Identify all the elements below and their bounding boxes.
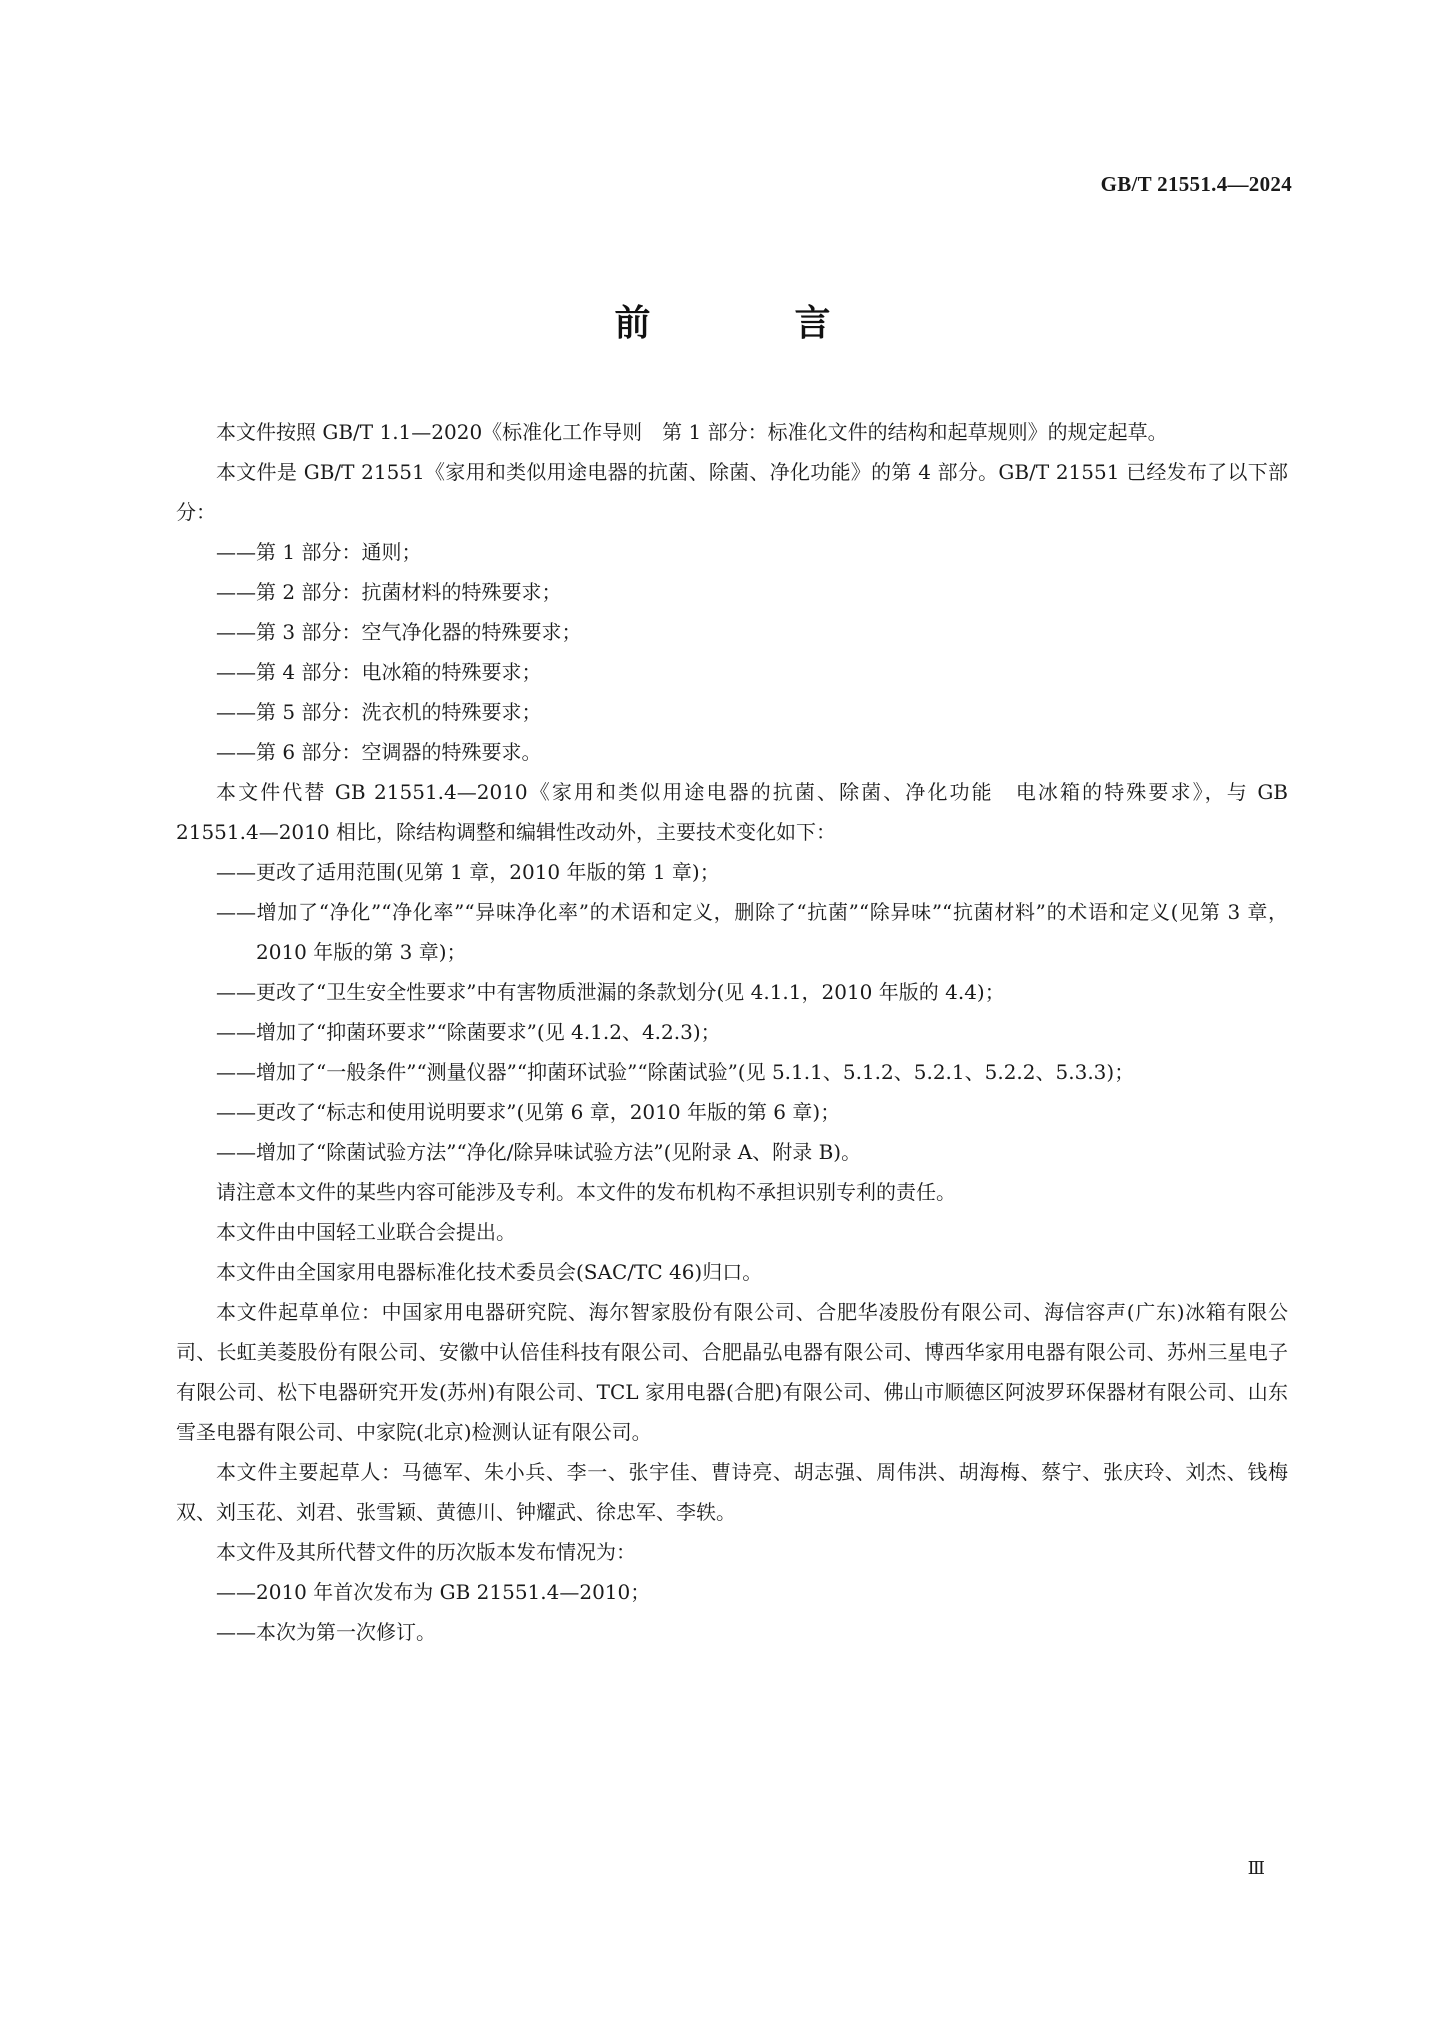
list-item: ——更改了“卫生安全性要求”中有害物质泄漏的条款划分(见 4.1.1，2010 年版的 4.4)； <box>216 980 1005 1004</box>
list-item: ——第 3 部分：空气净化器的特殊要求； <box>216 620 582 644</box>
page-number: Ⅲ <box>1247 1858 1265 1878</box>
paragraph: 本文件主要起草人：马德军、朱小兵、李一、张宇佳、曹诗亮、胡志强、周伟洪、胡海梅、蔡宁、张庆玲、刘杰、钱梅双、刘玉花、刘君、张雪颖、黄德川、钟耀武、徐忠军、李轶。 <box>176 1460 1288 1524</box>
list-item: ——第 1 部分：通则； <box>216 540 422 564</box>
list-item: ——2010 年首次发布为 GB 21551.4—2010； <box>216 1580 651 1604</box>
list-item: ——第 5 部分：洗衣机的特殊要求； <box>216 700 542 724</box>
list-item: ——更改了适用范围(见第 1 章，2010 年版的第 1 章)； <box>216 860 720 884</box>
list-item: ——增加了“一般条件”“测量仪器”“抑菌环试验”“除菌试验”(见 5.1.1、5.1.2、5.2.1、5.2.2、5.3.3)； <box>216 1060 1135 1084</box>
foreword-body <box>176 412 1288 1652</box>
paragraph: 本文件由中国轻工业联合会提出。 <box>216 1220 516 1244</box>
list-item: ——增加了“除菌试验方法”“净化/除异味试验方法”(见附录 A、附录 B)。 <box>216 1140 862 1164</box>
paragraph: 本文件是 GB/T 21551《家用和类似用途电器的抗菌、除菌、净化功能》的第 4 部分。GB/T 21551 已经发布了以下部分： <box>176 460 1288 524</box>
list-item: ——增加了“抑菌环要求”“除菌要求”(见 4.1.2、4.2.3)； <box>216 1020 721 1044</box>
list-item: ——增加了“净化”“净化率”“异味净化率”的术语和定义，删除了“抗菌”“除异味”“抗菌材料”的术语和定义(见第 3 章，2010 年版的第 3 章)； <box>216 900 1288 964</box>
paragraph: 本文件按照 GB/T 1.1—2020《标准化工作导则 第 1 部分：标准化文件的结构和起草规则》的规定起草。 <box>216 420 1168 444</box>
paragraph: 本文件代替 GB 21551.4—2010《家用和类似用途电器的抗菌、除菌、净化功能 电冰箱的特殊要求》，与 GB 21551.4—2010 相比，除结构调整和编辑性改动外，主要技术变化如下： <box>176 780 1288 844</box>
list-item: ——更改了“标志和使用说明要求”(见第 6 章，2010 年版的第 6 章)； <box>216 1100 841 1124</box>
paragraph: 本文件起草单位：中国家用电器研究院、海尔智家股份有限公司、合肥华凌股份有限公司、海信容声(广东)冰箱有限公司、长虹美菱股份有限公司、安徽中认倍佳科技有限公司、合肥晶弘电器有限公司、博西华家用电器有限公司、苏州三星电子有限公司、松下电器研究开发(苏州)有限公司、TCL 家用电器(合肥)有限公司、佛山市顺德区阿波罗环保器材有限公司、山东雪圣电器有限公司、中家院(北京)检测认证有限公司。 <box>176 1300 1288 1444</box>
list-item: ——第 4 部分：电冰箱的特殊要求； <box>216 660 542 684</box>
paragraph: 本文件及其所代替文件的历次版本发布情况为： <box>216 1540 636 1564</box>
page-title: 前 言 <box>614 303 885 344</box>
list-item: ——第 2 部分：抗菌材料的特殊要求； <box>216 580 562 604</box>
paragraph: 请注意本文件的某些内容可能涉及专利。本文件的发布机构不承担识别专利的责任。 <box>216 1180 956 1204</box>
standard-number-header: GB/T 21551.4—2024 <box>1100 172 1292 196</box>
paragraph: 本文件由全国家用电器标准化技术委员会(SAC/TC 46)归口。 <box>216 1260 763 1284</box>
list-item: ——第 6 部分：空调器的特殊要求。 <box>216 740 542 764</box>
list-item: ——本次为第一次修订。 <box>216 1620 436 1644</box>
